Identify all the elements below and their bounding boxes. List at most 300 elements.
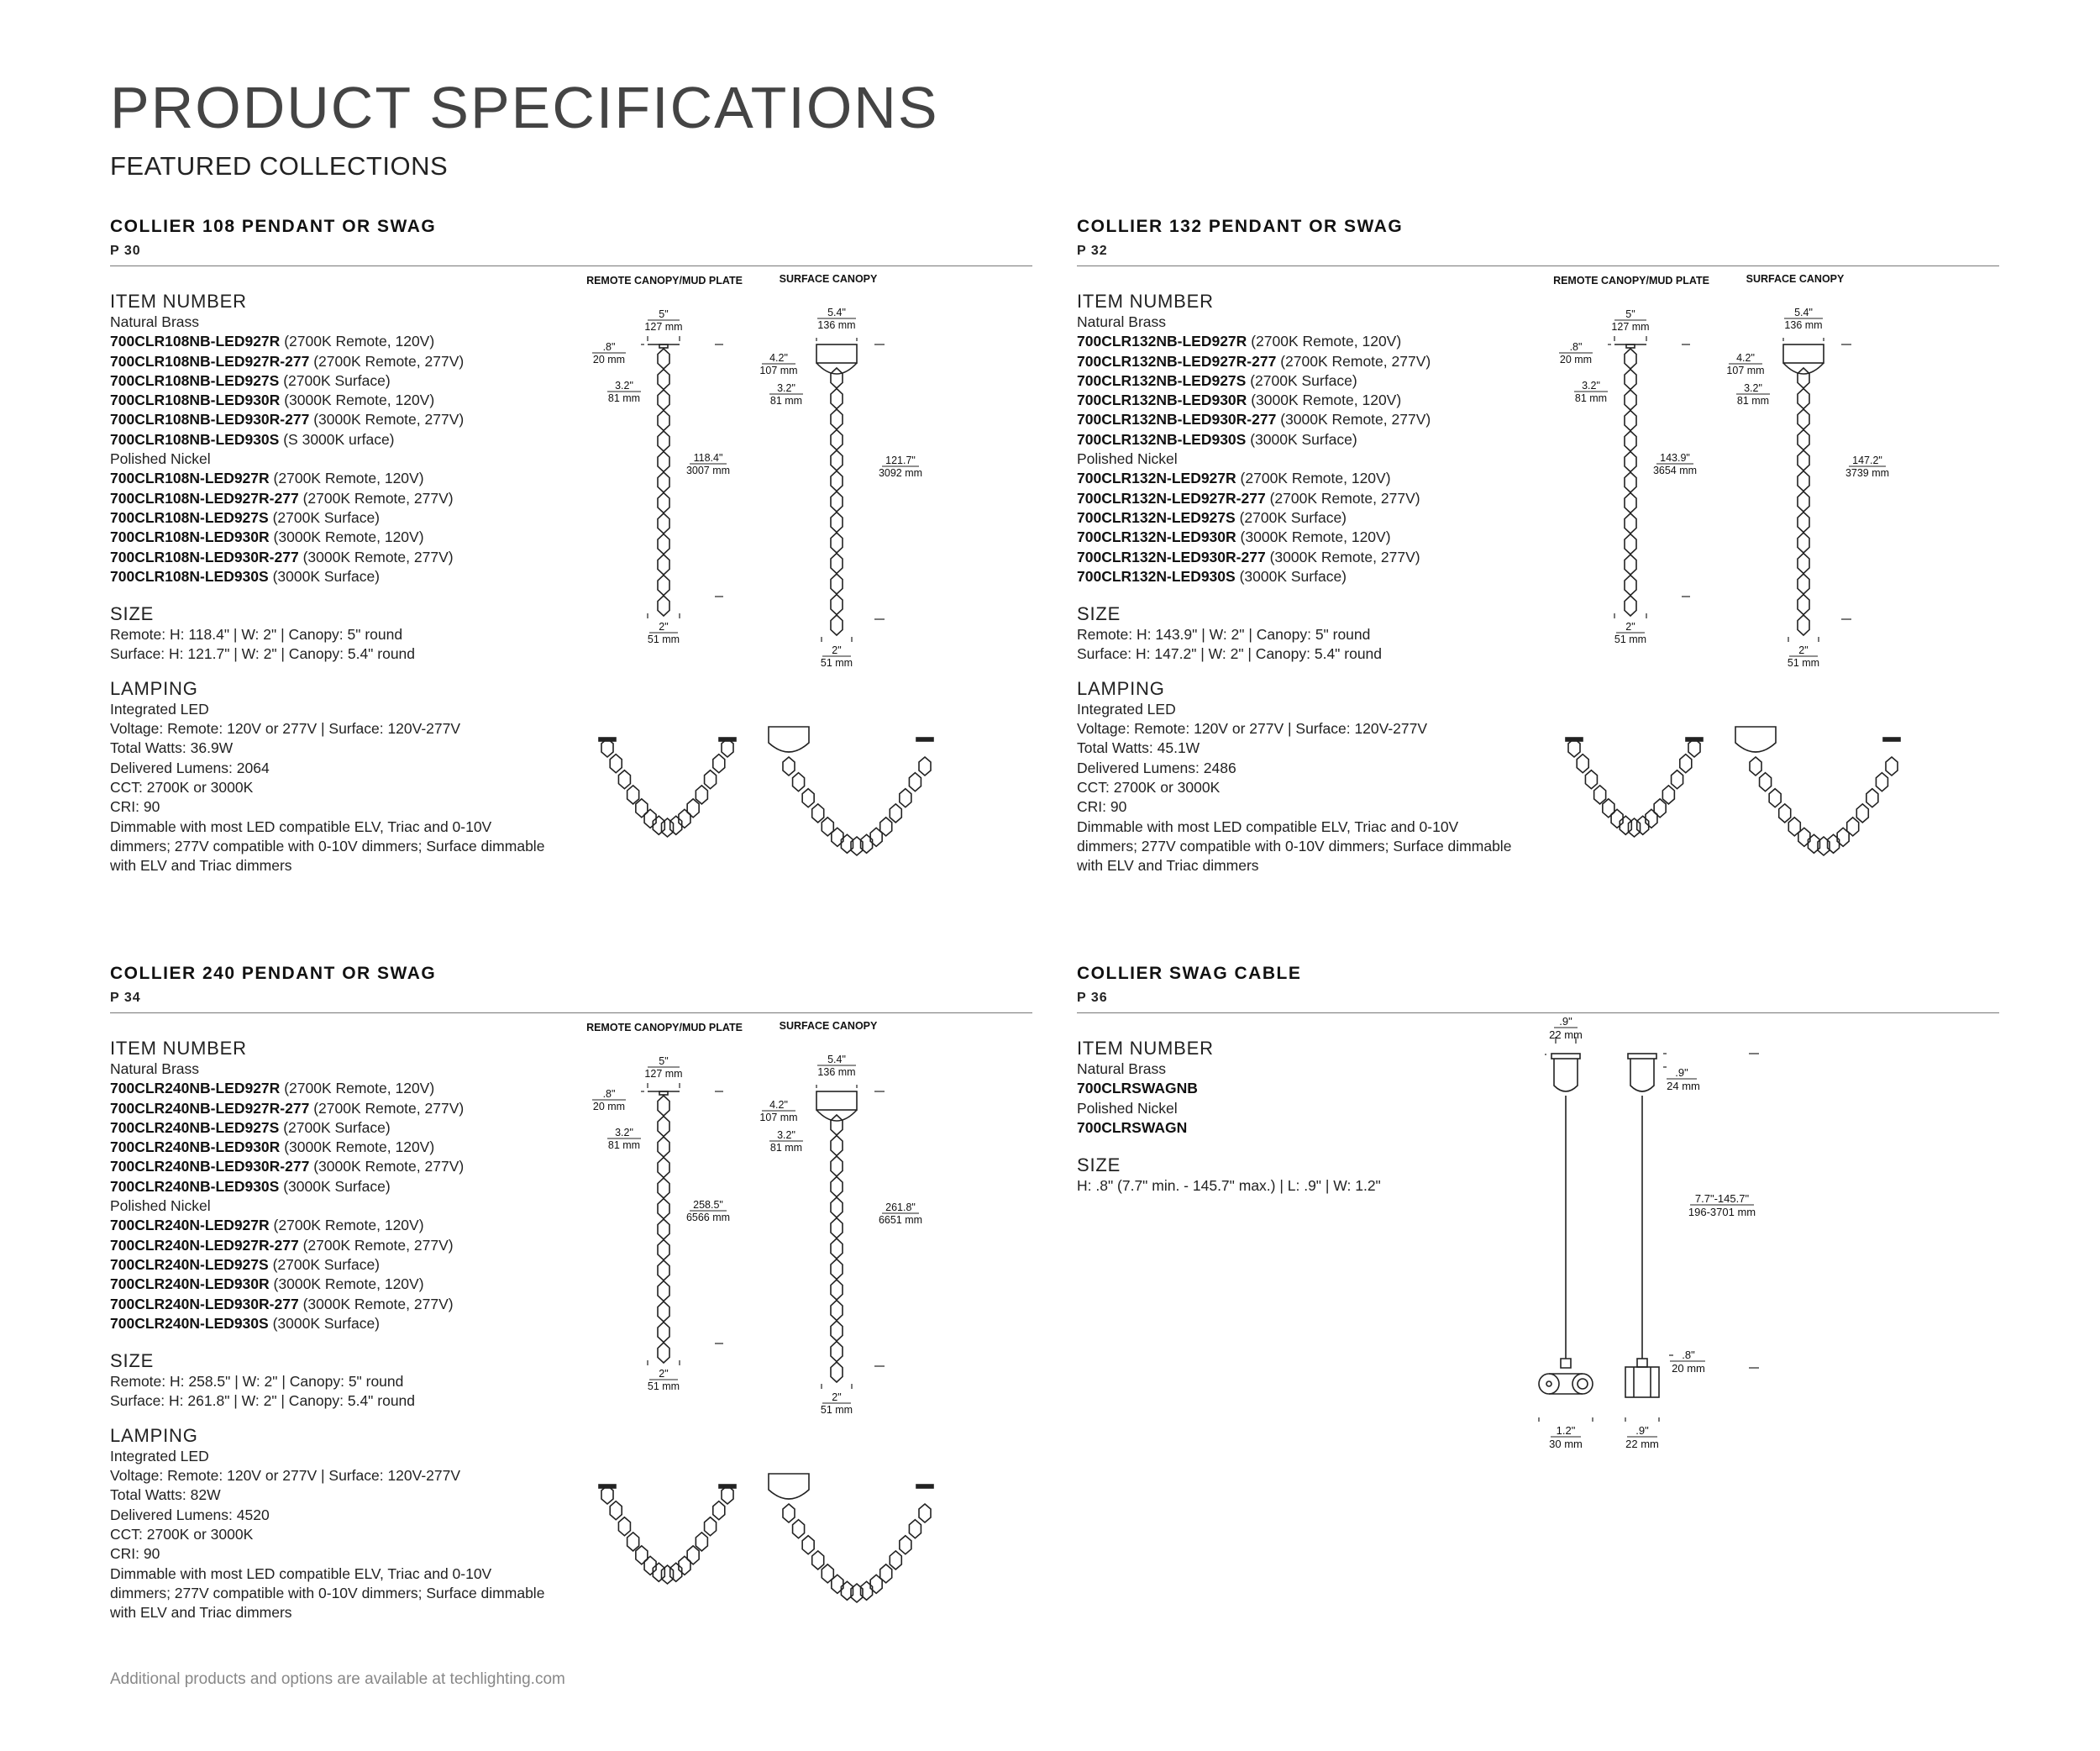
item-number-label: ITEM NUMBER (1077, 1038, 1214, 1059)
footer-note: Additional products and options are available at techlighting.com (110, 1670, 565, 1688)
item-code: 700CLR132N-LED930R-277 (1077, 548, 1266, 565)
lamping-line: CRI: 90 (1077, 798, 1127, 816)
item-code: 700CLR132N-LED927R (1077, 470, 1236, 487)
chain-link (658, 452, 669, 472)
lamping-line: CCT: 2700K or 3000K (110, 778, 254, 796)
chain-link (658, 493, 669, 513)
item-row (110, 548, 580, 567)
spec-text (1077, 1038, 1547, 1196)
surface-canopy (769, 727, 809, 752)
dim-w2-mm: 22 mm (1625, 1438, 1659, 1450)
item-code: 700CLR108NB-LED927R-277 (110, 352, 310, 370)
chain-link (687, 799, 699, 818)
section-page-ref: P 32 (1077, 244, 1108, 258)
item-row (110, 528, 580, 547)
chain-link (705, 1517, 717, 1536)
item-row (110, 1099, 580, 1118)
chain-link (831, 450, 843, 471)
item-row (1077, 508, 1547, 528)
item-row (110, 430, 580, 450)
chain-link (1798, 513, 1809, 533)
spec-text (1077, 291, 1547, 876)
item-row (1077, 430, 1547, 450)
item-row (110, 489, 580, 508)
dim-surface-link-in: 3.2" (777, 382, 795, 394)
chain-link (679, 809, 690, 828)
item-row (1077, 489, 1547, 508)
finish-natural-brass: Natural Brass (1077, 313, 1167, 330)
item-description: (3000K Remote, 277V) (313, 411, 465, 429)
item-description: (2700K Surface) (1239, 508, 1347, 526)
item-code: 700CLR132N-LED927S (1077, 508, 1236, 526)
chain-link (1625, 370, 1636, 390)
item-number-label: ITEM NUMBER (1077, 291, 1214, 312)
chain-link (909, 773, 921, 791)
size-line: Remote: H: 258.5" | W: 2" | Canopy: 5" round (110, 1373, 404, 1391)
dim-clip-in: .8" (1682, 1349, 1695, 1361)
page-title: PRODUCT SPECIFICATIONS (110, 75, 939, 140)
chain-link (831, 1342, 843, 1362)
chain-link (831, 409, 843, 429)
chain-link (658, 1301, 669, 1322)
dim-remote-link-mm: 81 mm (1574, 392, 1608, 404)
dim-remote-canopy-in: 5" (659, 1055, 669, 1067)
dim-remote-link-in: 3.2" (615, 380, 633, 392)
item-description: (3000K Remote, 120V) (273, 528, 424, 546)
item-code: 700CLR108N-LED927R (110, 470, 270, 487)
chain-link (1625, 349, 1636, 369)
chain-link (1886, 757, 1898, 776)
pendant-dimension-drawing (586, 1020, 984, 1604)
finish-natural-brass: Natural Brass (1077, 1060, 1167, 1077)
item-code: 700CLR108NB-LED930S (110, 430, 280, 448)
chain-link (900, 789, 911, 807)
spec-text (110, 291, 580, 876)
dim-surface-canopy-height-in: 4.2" (1736, 352, 1755, 364)
dim-remote-height-mm: 3007 mm (685, 465, 731, 476)
dim-top-in: .9" (1559, 1015, 1572, 1028)
chain-link (1760, 773, 1772, 791)
dim-surface-height-in: 261.8" (885, 1202, 916, 1213)
chain-link (831, 554, 843, 574)
section-heading: COLLIER 108 PENDANT OR SWAG (110, 217, 437, 236)
section-page-ref: P 36 (1077, 991, 1108, 1005)
chain-link (696, 786, 707, 804)
section-collier-132 (1077, 217, 1999, 875)
chain-link (1798, 409, 1809, 429)
size-label: SIZE (110, 1350, 155, 1372)
item-description: (2700K Remote, 120V) (1251, 333, 1402, 350)
dim-remote-canopy-mm: 127 mm (644, 321, 683, 333)
item-row (110, 508, 580, 528)
lamping-line: Total Watts: 82W (110, 1486, 221, 1504)
chain-link (687, 1546, 699, 1564)
dim-surface-width-mm: 51 mm (820, 657, 853, 669)
item-code: 700CLR132NB-LED930R-277 (1077, 411, 1277, 429)
dim-surface-canopy-in: 5.4" (827, 1054, 846, 1065)
dim-surface-height-in: 121.7" (885, 455, 916, 466)
chain-link (658, 596, 669, 616)
dim-remote-plate-in: .8" (602, 341, 616, 353)
item-row (110, 1216, 580, 1235)
chain-link (831, 1197, 843, 1217)
item-code: 700CLR108NB-LED927S (110, 371, 280, 389)
dim-surface-width-in: 2" (1798, 644, 1809, 656)
item-row (1077, 528, 1547, 547)
dim-length-in: 7.7"-145.7" (1694, 1192, 1750, 1205)
ceiling-hook (916, 738, 933, 741)
lamping-line: CCT: 2700K or 3000K (1077, 778, 1221, 796)
item-row (110, 332, 580, 351)
item-code: 700CLR108N-LED930R-277 (110, 548, 299, 565)
dim-remote-plate-mm: 20 mm (1559, 354, 1593, 365)
dim-surface-canopy-in: 5.4" (1794, 307, 1813, 318)
finish-polished-nickel: Polished Nickel (110, 450, 211, 468)
chain-link (1625, 596, 1636, 616)
chain-link (610, 1501, 622, 1520)
chain-link (1629, 818, 1641, 837)
item-row (110, 1295, 580, 1314)
item-code: 700CLR132NB-LED930R (1077, 392, 1247, 409)
chain-link (1585, 770, 1597, 789)
item-description: (3000K Remote, 120V) (1240, 528, 1391, 546)
item-description: (2700K Remote, 120V) (284, 1080, 435, 1097)
dimming-note: Dimmable with most LED compatible ELV, Triac and 0-10V dimmers; 277V compatible with 0-10V dimmers; Surface dimmable with ELV and Triac dimmers (110, 818, 545, 875)
item-description: (3000K Remote, 120V) (284, 392, 435, 409)
item-description: (2700K Remote, 120V) (273, 470, 424, 487)
dim-remote-link-in: 3.2" (615, 1127, 633, 1138)
chain-link (783, 1504, 795, 1522)
item-row (110, 1236, 580, 1255)
item-code: 700CLR240N-LED927S (110, 1255, 269, 1273)
chain-link (658, 1219, 669, 1239)
remote-canopy-title: REMOTE CANOPY/MUD PLATE (586, 1022, 743, 1033)
item-code: 700CLRSWAGN (1077, 1118, 1188, 1136)
chain-link (679, 1556, 690, 1575)
dim-remote-width-mm: 51 mm (647, 1380, 680, 1392)
chain-link (831, 574, 843, 594)
surface-canopy (769, 1474, 809, 1499)
item-description: (3000K Remote, 277V) (302, 548, 454, 565)
item-description: (3000K Surface) (1239, 567, 1347, 585)
chain-link (1625, 472, 1636, 492)
dim-surface-width-mm: 51 mm (820, 1404, 853, 1416)
remote-canopy-title: REMOTE CANOPY/MUD PLATE (1553, 275, 1709, 287)
chain-link (880, 818, 892, 836)
dim-surface-canopy-height-mm: 107 mm (759, 365, 798, 376)
size-line: Surface: H: 121.7" | W: 2" | Canopy: 5.4" round (110, 645, 416, 663)
chain-link (1625, 493, 1636, 513)
item-row (110, 352, 580, 371)
chain-link (1798, 450, 1809, 471)
dim-top-mm: 22 mm (1549, 1028, 1583, 1041)
ceiling-hook (1883, 738, 1900, 741)
chain-link (1779, 804, 1791, 823)
item-row (110, 1157, 580, 1176)
dim-surface-link-mm: 81 mm (1736, 395, 1770, 407)
chain-link (831, 1238, 843, 1259)
dim-surface-canopy-height-in: 4.2" (769, 1099, 788, 1111)
chain-link (1876, 773, 1887, 791)
chain-link (658, 1137, 669, 1157)
dim-surface-canopy-mm: 136 mm (817, 1066, 856, 1078)
item-row (1077, 352, 1547, 371)
item-row (110, 469, 580, 488)
dim-remote-height-mm: 6566 mm (685, 1212, 731, 1223)
item-description: (2700K Remote, 120V) (284, 333, 435, 350)
item-row (1077, 371, 1547, 391)
chain-link (658, 1199, 669, 1219)
dim-remote-width-in: 2" (659, 621, 669, 633)
dim-remote-width-mm: 51 mm (647, 634, 680, 645)
pendant-dimension-drawing (1553, 273, 1950, 857)
chain-link (900, 1536, 911, 1554)
chain-link (658, 1178, 669, 1198)
dim-length-mm: 196-3701 mm (1688, 1206, 1756, 1218)
item-row (110, 371, 580, 391)
dim-remote-height-in: 258.5" (693, 1199, 723, 1211)
dim-clip-mm: 20 mm (1672, 1362, 1705, 1375)
item-description: (3000K Remote, 120V) (284, 1138, 435, 1156)
chain-link (618, 770, 630, 789)
item-row (1077, 391, 1547, 410)
lamping-line: Delivered Lumens: 2064 (110, 759, 270, 776)
chain-link (831, 1259, 843, 1280)
dim-remote-link-in: 3.2" (1582, 380, 1600, 392)
size-label: SIZE (1077, 603, 1121, 625)
chain-link (831, 389, 843, 409)
dim-remote-plate-in: .8" (602, 1088, 616, 1100)
chain-link (831, 492, 843, 512)
chain-link (658, 1343, 669, 1363)
chain-link (1620, 816, 1631, 834)
dim-remote-canopy-mm: 127 mm (644, 1068, 683, 1080)
chain-link (1798, 368, 1809, 388)
chain-link (831, 1301, 843, 1321)
item-code: 700CLR108N-LED930S (110, 567, 269, 585)
item-code: 700CLR108N-LED927R-277 (110, 489, 299, 507)
section-divider (110, 1012, 1032, 1013)
dim-surface-width-mm: 51 mm (1787, 657, 1820, 669)
dim-surface-width-in: 2" (832, 644, 842, 656)
dim-surface-link-mm: 81 mm (769, 395, 803, 407)
chain-link (618, 1517, 630, 1536)
chain-link (1798, 389, 1809, 409)
page-subtitle: FEATURED COLLECTIONS (110, 151, 449, 181)
chain-link (831, 471, 843, 492)
section-heading: COLLIER 240 PENDANT OR SWAG (110, 964, 437, 983)
dimming-note: Dimmable with most LED compatible ELV, Triac and 0-10V dimmers; 277V compatible with 0-10V dimmers; Surface dimmable with ELV and Triac dimmers (110, 1564, 545, 1622)
chain-link (658, 555, 669, 575)
chain-link (1654, 799, 1666, 818)
item-number-label: ITEM NUMBER (110, 1038, 247, 1059)
item-code: 700CLR132NB-LED930S (1077, 430, 1247, 448)
chain-link (831, 615, 843, 635)
item-code: 700CLR240NB-LED930R-277 (110, 1158, 310, 1175)
chain-link (636, 1546, 648, 1564)
item-description: (2700K Remote, 277V) (1269, 489, 1420, 507)
item-row (110, 1255, 580, 1275)
chain-link (1662, 786, 1674, 804)
chain-link (670, 816, 682, 834)
item-code: 700CLR240NB-LED927S (110, 1118, 280, 1136)
surface-canopy-title: SURFACE CANOPY (1746, 273, 1845, 285)
chain-link (1625, 431, 1636, 451)
item-code: 700CLR108NB-LED930R (110, 392, 281, 409)
item-row (1077, 548, 1547, 567)
swag-cable-drawing (1539, 1015, 1875, 1450)
dim-surface-canopy-mm: 136 mm (817, 319, 856, 331)
lamping-label: LAMPING (1077, 677, 1165, 699)
chain-link (831, 368, 843, 388)
item-description: (2700K Surface) (272, 1255, 381, 1273)
dim-remote-width-mm: 51 mm (1614, 634, 1647, 645)
item-description: (2700K Surface) (283, 1118, 391, 1136)
chain-link (919, 1504, 931, 1522)
chain-link (1769, 789, 1781, 807)
chain-link (658, 411, 669, 431)
lamping-line: Integrated LED (1077, 700, 1176, 718)
item-code: 700CLR240N-LED927R (110, 1217, 270, 1234)
chain-link (1625, 513, 1636, 534)
lamping-label: LAMPING (110, 1424, 198, 1446)
pendant-dimension-drawing (586, 273, 984, 857)
chain-link (705, 770, 717, 789)
chain-link (713, 1501, 725, 1520)
dim-remote-plate-mm: 20 mm (592, 1101, 626, 1112)
item-description: (3000K Remote, 277V) (1280, 411, 1431, 429)
item-description: (3000K Surface) (1250, 430, 1357, 448)
chain-link (793, 773, 805, 791)
lamping-line: CRI: 90 (110, 798, 160, 816)
lamping-line: Integrated LED (110, 700, 209, 718)
chain-link (1798, 430, 1809, 450)
chain-link (696, 1533, 707, 1551)
chain-link (831, 1362, 843, 1382)
item-code: 700CLR240NB-LED930S (110, 1177, 280, 1195)
chain-link (1680, 755, 1692, 773)
section-collier-240 (110, 964, 1032, 1622)
lamping-line: CRI: 90 (110, 1545, 160, 1563)
section-heading: COLLIER 132 PENDANT OR SWAG (1077, 217, 1404, 236)
item-code: 700CLR240N-LED930S (110, 1314, 269, 1332)
item-description: (3000K Surface) (283, 1177, 391, 1195)
item-code: 700CLR132NB-LED927R (1077, 333, 1247, 350)
item-description: (2700K Surface) (272, 508, 381, 526)
chain-link (653, 816, 664, 834)
dim-remote-width-in: 2" (659, 1368, 669, 1380)
dim-surface-link-in: 3.2" (777, 1129, 795, 1141)
item-description: (2700K Remote, 120V) (273, 1217, 424, 1234)
chain-link (627, 1533, 639, 1551)
dim-remote-width-in: 2" (1625, 621, 1635, 633)
lamping-line: Total Watts: 36.9W (110, 739, 234, 757)
item-description: (3000K Remote, 120V) (273, 1275, 424, 1293)
item-description: (3000K Surface) (272, 567, 381, 585)
chain-link (802, 1536, 814, 1554)
dim-remote-canopy-in: 5" (659, 308, 669, 320)
item-description: (3000K Remote, 277V) (1269, 548, 1420, 565)
item-row (1077, 469, 1547, 488)
chain-link (1798, 533, 1809, 553)
chain-link (1798, 615, 1809, 635)
dim-surface-height-in: 147.2" (1852, 455, 1882, 466)
item-row (110, 567, 580, 586)
chain-link (1625, 534, 1636, 555)
item-code: 700CLR240NB-LED930R (110, 1138, 281, 1156)
chain-link (831, 1156, 843, 1176)
chain-link (658, 1240, 669, 1260)
chain-link (831, 595, 843, 615)
chain-link (658, 1096, 669, 1116)
item-code: 700CLRSWAGNB (1077, 1080, 1198, 1097)
dim-w2-in: .9" (1635, 1424, 1649, 1437)
dim-surface-canopy-height-mm: 107 mm (1726, 365, 1765, 376)
remote-canopy-title: REMOTE CANOPY/MUD PLATE (586, 275, 743, 287)
chain-link (812, 1551, 824, 1570)
dim-cap-in: .9" (1675, 1066, 1688, 1079)
chain-link (1856, 804, 1868, 823)
item-row (110, 1079, 580, 1098)
finish-polished-nickel: Polished Nickel (1077, 1099, 1178, 1117)
dim-surface-height-mm: 3092 mm (878, 467, 923, 479)
chain-link (1625, 411, 1636, 431)
chain-link (919, 757, 931, 776)
dim-remote-height-in: 143.9" (1660, 452, 1690, 464)
chain-link (1750, 757, 1761, 776)
dim-surface-link-in: 3.2" (1744, 382, 1762, 394)
chain-link (1611, 809, 1623, 828)
chain-link (1637, 816, 1649, 834)
dim-w1-in: 1.2" (1556, 1424, 1576, 1437)
chain-link (658, 431, 669, 451)
dim-surface-width-in: 2" (832, 1391, 842, 1403)
chain-link (658, 370, 669, 390)
item-code: 700CLR132N-LED930R (1077, 528, 1236, 546)
chain-link (1594, 786, 1606, 804)
item-row (110, 410, 580, 429)
chain-link (1625, 390, 1636, 410)
lamping-line: Delivered Lumens: 2486 (1077, 759, 1236, 776)
chain-link (1798, 595, 1809, 615)
item-description: (2700K Remote, 277V) (313, 352, 465, 370)
chain-link (644, 809, 656, 828)
chain-link (653, 1563, 664, 1581)
item-description: (2700K Remote, 277V) (302, 489, 454, 507)
chain-link (1798, 471, 1809, 492)
item-code: 700CLR108NB-LED930R-277 (110, 411, 310, 429)
chain-link (831, 430, 843, 450)
finish-natural-brass: Natural Brass (110, 313, 200, 330)
lamping-line: CCT: 2700K or 3000K (110, 1525, 254, 1543)
item-row (1077, 332, 1547, 351)
item-description: (3000K Remote, 277V) (302, 1295, 454, 1312)
chain-link (662, 818, 674, 837)
chain-link (658, 1322, 669, 1343)
dim-remote-height-mm: 3654 mm (1652, 465, 1698, 476)
lamping-line: Total Watts: 45.1W (1077, 739, 1200, 757)
item-description: (2700K Remote, 277V) (313, 1099, 465, 1117)
item-code: 700CLR240N-LED930R-277 (110, 1295, 299, 1312)
dim-w1-mm: 30 mm (1549, 1438, 1583, 1450)
item-row (110, 1275, 580, 1294)
dim-surface-canopy-in: 5.4" (827, 307, 846, 318)
item-code: 700CLR240NB-LED927R (110, 1080, 281, 1097)
item-code: 700CLR132NB-LED927S (1077, 371, 1247, 389)
section-divider (1077, 1012, 1999, 1013)
dim-cap-mm: 24 mm (1667, 1080, 1700, 1092)
chain-link (1798, 492, 1809, 512)
